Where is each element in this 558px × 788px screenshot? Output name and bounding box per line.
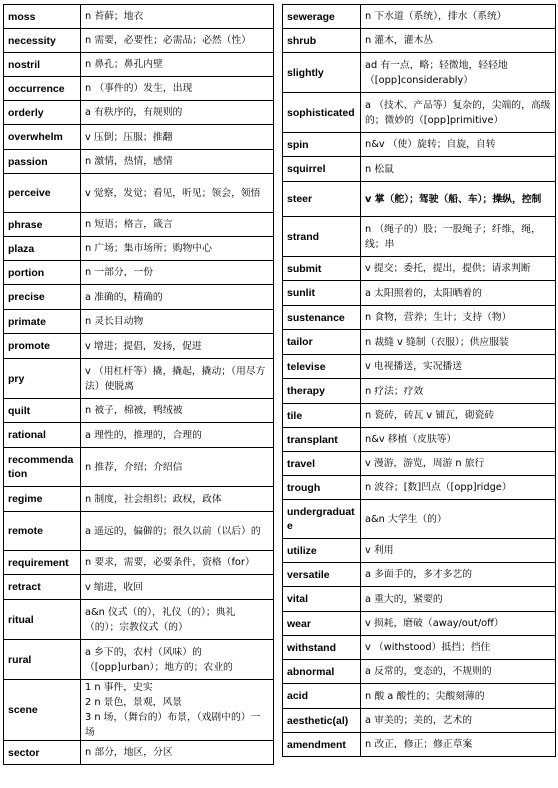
vocabulary-word: sustenance	[283, 306, 361, 330]
right-vocabulary-table	[282, 4, 556, 757]
vocabulary-word: trough	[283, 476, 361, 500]
vocabulary-definition: n 瓷砖，砖瓦 v 铺瓦，砌瓷砖	[361, 404, 556, 428]
vocabulary-word: shrub	[283, 29, 361, 53]
vocabulary-word: promote	[4, 334, 81, 359]
vocabulary-definition: v 压倒；压服；推翻	[81, 125, 274, 150]
vocabulary-definition: a&n 大学生（的）	[361, 500, 556, 539]
vocabulary-word: slightly	[283, 53, 361, 93]
vocabulary-definition: n 松鼠	[361, 157, 556, 182]
vocabulary-word: undergraduate	[283, 500, 361, 539]
vocabulary-word: remote	[4, 512, 81, 551]
vocabulary-row	[4, 237, 274, 261]
vocabulary-definition: n 激情，热情，感情	[81, 150, 274, 174]
vocabulary-row	[283, 257, 556, 281]
vocabulary-row	[283, 157, 556, 182]
vocabulary-row	[283, 587, 556, 612]
vocabulary-word: requirement	[4, 551, 81, 575]
vocabulary-definition: a 准确的，精确的	[81, 285, 274, 310]
vocabulary-definition: n （事件的）发生，出现	[81, 77, 274, 101]
vocabulary-definition: a&n 仪式（的），礼仪（的）；典礼（的）；宗教仪式（的）	[81, 600, 274, 640]
vocabulary-word: sophisticated	[283, 93, 361, 133]
vocabulary-row	[283, 660, 556, 684]
vocabulary-word: sunlit	[283, 281, 361, 306]
vocabulary-definition: n&v （使）旋转；自旋，自转	[361, 133, 556, 157]
vocabulary-row	[283, 539, 556, 563]
vocabulary-row	[4, 5, 274, 29]
vocabulary-row	[283, 355, 556, 379]
vocabulary-definition: n 部分，地区，分区	[81, 741, 274, 765]
vocabulary-row	[283, 684, 556, 709]
vocabulary-row	[283, 404, 556, 428]
vocabulary-definition: n 下水道（系统），排水（系统）	[361, 5, 556, 29]
vocabulary-definition: v 利用	[361, 539, 556, 563]
vocabulary-definition: n 疗法；疗效	[361, 379, 556, 404]
vocabulary-word: rational	[4, 423, 81, 448]
vocabulary-row	[283, 133, 556, 157]
vocabulary-row	[283, 500, 556, 539]
vocabulary-word: recommendation	[4, 448, 81, 487]
vocabulary-row	[4, 150, 274, 174]
vocabulary-word: tailor	[283, 330, 361, 355]
vocabulary-definition: n 推荐，介绍；介绍信	[81, 448, 274, 487]
vocabulary-word: spin	[283, 133, 361, 157]
vocabulary-definition: n 灌木，灌木丛	[361, 29, 556, 53]
vocabulary-row	[283, 563, 556, 587]
vocabulary-row	[4, 551, 274, 575]
vocabulary-word: nostril	[4, 53, 81, 77]
vocabulary-definition: v 掌（舵）；驾驶（船、车）；操纵，控制	[361, 182, 556, 217]
vocabulary-word: amendment	[283, 733, 361, 757]
vocabulary-definition: n 需要，必要性；必需品；必然（性）	[81, 29, 274, 53]
vocabulary-definition: n 酸 a 酸性的；尖酸刻薄的	[361, 684, 556, 709]
vocabulary-word: passion	[4, 150, 81, 174]
vocabulary-definition: v 觉察，发觉；看见，听见；领会，领悟	[81, 174, 274, 213]
vocabulary-word: necessity	[4, 29, 81, 53]
vocabulary-row	[283, 29, 556, 53]
vocabulary-row	[4, 741, 274, 765]
vocabulary-row	[4, 101, 274, 125]
vocabulary-word: plaza	[4, 237, 81, 261]
vocabulary-row	[283, 428, 556, 452]
vocabulary-word: steer	[283, 182, 361, 217]
vocabulary-word: moss	[4, 5, 81, 29]
vocabulary-definition: v 电视播送，实况播送	[361, 355, 556, 379]
vocabulary-row	[283, 476, 556, 500]
vocabulary-definition: ad 有一点，略；轻微地，轻轻地（[opp]considerably）	[361, 53, 556, 93]
vocabulary-definition: v 提交；委托，提出，提供；请求判断	[361, 257, 556, 281]
vocabulary-row	[4, 53, 274, 77]
vocabulary-definition: n&v 移植（皮肤等）	[361, 428, 556, 452]
vocabulary-definition: n 广场；集市场所；购物中心	[81, 237, 274, 261]
vocabulary-word: orderly	[4, 101, 81, 125]
vocabulary-definition: n 短语；格言，箴言	[81, 213, 274, 237]
vocabulary-row	[283, 733, 556, 757]
vocabulary-word: abnormal	[283, 660, 361, 684]
vocabulary-row	[283, 93, 556, 133]
vocabulary-row	[4, 640, 274, 680]
vocabulary-word: acid	[283, 684, 361, 709]
vocabulary-definition: n （绳子的）股；一股绳子；纤维，绳，线；串	[361, 217, 556, 257]
vocabulary-row	[4, 512, 274, 551]
vocabulary-word: submit	[283, 257, 361, 281]
vocabulary-row	[283, 379, 556, 404]
left-vocabulary-column	[3, 4, 274, 765]
vocabulary-word: precise	[4, 285, 81, 310]
vocabulary-word: strand	[283, 217, 361, 257]
vocabulary-word: versatile	[283, 563, 361, 587]
vocabulary-row	[4, 487, 274, 512]
vocabulary-row	[4, 310, 274, 334]
vocabulary-row	[4, 399, 274, 423]
vocabulary-word: scene	[4, 680, 81, 741]
vocabulary-row	[4, 174, 274, 213]
vocabulary-definition: n 改正，修正；修正草案	[361, 733, 556, 757]
vocabulary-word: occurrence	[4, 77, 81, 101]
vocabulary-definition: a 太阳照着的，太阳晒着的	[361, 281, 556, 306]
vocabulary-word: withstand	[283, 636, 361, 660]
vocabulary-definition: n 要求，需要，必要条件，资格（for）	[81, 551, 274, 575]
vocabulary-word: wear	[283, 612, 361, 636]
vocabulary-definition: a 乡下的，农村（风味）的（[opp]urban）；地方的；农业的	[81, 640, 274, 680]
vocabulary-word: sewerage	[283, 5, 361, 29]
vocabulary-definition: v （withstood）抵挡；挡住	[361, 636, 556, 660]
vocabulary-word: rural	[4, 640, 81, 680]
vocabulary-word: pry	[4, 359, 81, 399]
vocabulary-word: aesthetic(al)	[283, 709, 361, 733]
vocabulary-definition: n 灵长目动物	[81, 310, 274, 334]
vocabulary-definition: a 有秩序的，有规则的	[81, 101, 274, 125]
vocabulary-row	[283, 5, 556, 29]
vocabulary-word: vital	[283, 587, 361, 612]
vocabulary-word: utilize	[283, 539, 361, 563]
vocabulary-word: perceive	[4, 174, 81, 213]
vocabulary-word: overwhelm	[4, 125, 81, 150]
vocabulary-definition: n 波谷；[数]凹点（[opp]ridge）	[361, 476, 556, 500]
vocabulary-word: retract	[4, 575, 81, 600]
left-vocabulary-table	[3, 4, 274, 765]
vocabulary-word: therapy	[283, 379, 361, 404]
vocabulary-definition: n 被子，棉被，鸭绒被	[81, 399, 274, 423]
vocabulary-definition: a 反常的，变态的，不规则的	[361, 660, 556, 684]
vocabulary-word: regime	[4, 487, 81, 512]
vocabulary-word: portion	[4, 261, 81, 285]
vocabulary-row	[4, 448, 274, 487]
vocabulary-row	[4, 285, 274, 310]
vocabulary-definition: n 一部分，一份	[81, 261, 274, 285]
vocabulary-definition: a 理性的，推理的，合理的	[81, 423, 274, 448]
vocabulary-row	[283, 452, 556, 476]
vocabulary-row	[4, 261, 274, 285]
vocabulary-definition: 1 n 事件，史实 2 n 景色，景观，风景 3 n 场，（舞台的）布景，（戏剧中的）一场	[81, 680, 274, 741]
vocabulary-row	[4, 334, 274, 359]
vocabulary-word: phrase	[4, 213, 81, 237]
vocabulary-word: televise	[283, 355, 361, 379]
vocabulary-definition: v 损耗，磨破（away/out/off）	[361, 612, 556, 636]
vocabulary-definition: v 漫游，游览，周游 n 旅行	[361, 452, 556, 476]
vocabulary-row	[283, 330, 556, 355]
vocabulary-definition: n 制度，社会组织；政权，政体	[81, 487, 274, 512]
vocabulary-row	[283, 612, 556, 636]
vocabulary-row	[283, 217, 556, 257]
vocabulary-row	[4, 575, 274, 600]
vocabulary-word: quilt	[4, 399, 81, 423]
vocabulary-definition: n 裁缝 v 缝制（衣服）；供应服装	[361, 330, 556, 355]
vocabulary-word: tile	[283, 404, 361, 428]
vocabulary-row	[4, 125, 274, 150]
vocabulary-word: ritual	[4, 600, 81, 640]
vocabulary-row	[4, 359, 274, 399]
vocabulary-row	[4, 600, 274, 640]
vocabulary-row	[4, 213, 274, 237]
vocabulary-row	[4, 29, 274, 53]
vocabulary-definition: a 遥远的，偏僻的；很久以前（以后）的	[81, 512, 274, 551]
vocabulary-definition: v 缩进，收回	[81, 575, 274, 600]
vocabulary-word: primate	[4, 310, 81, 334]
vocabulary-definition: n 苔藓；地衣	[81, 5, 274, 29]
vocabulary-definition: a 重大的，紧要的	[361, 587, 556, 612]
vocabulary-definition: a 多面手的，多才多艺的	[361, 563, 556, 587]
vocabulary-row	[4, 680, 274, 741]
vocabulary-word: transplant	[283, 428, 361, 452]
vocabulary-word: squirrel	[283, 157, 361, 182]
vocabulary-definition: v （用杠杆等）撬，撬起，撬动；（用尽方法）使脱离	[81, 359, 274, 399]
vocabulary-row	[283, 709, 556, 733]
vocabulary-row	[283, 281, 556, 306]
right-vocabulary-column	[282, 4, 556, 757]
vocabulary-row	[283, 636, 556, 660]
vocabulary-row	[4, 77, 274, 101]
vocabulary-definition: a 审美的；美的，艺术的	[361, 709, 556, 733]
vocabulary-word: sector	[4, 741, 81, 765]
vocabulary-row	[4, 423, 274, 448]
vocabulary-row	[283, 53, 556, 93]
vocabulary-row	[283, 182, 556, 217]
vocabulary-definition: v 增进；提倡，发扬，促进	[81, 334, 274, 359]
vocabulary-definition: a （技术、产品等）复杂的，尖端的，高级的；微妙的（[opp]primitive）	[361, 93, 556, 133]
vocabulary-definition: n 食物，营养；生计；支持（物）	[361, 306, 556, 330]
vocabulary-definition: n 鼻孔；鼻孔内壁	[81, 53, 274, 77]
vocabulary-word: travel	[283, 452, 361, 476]
vocabulary-row	[283, 306, 556, 330]
